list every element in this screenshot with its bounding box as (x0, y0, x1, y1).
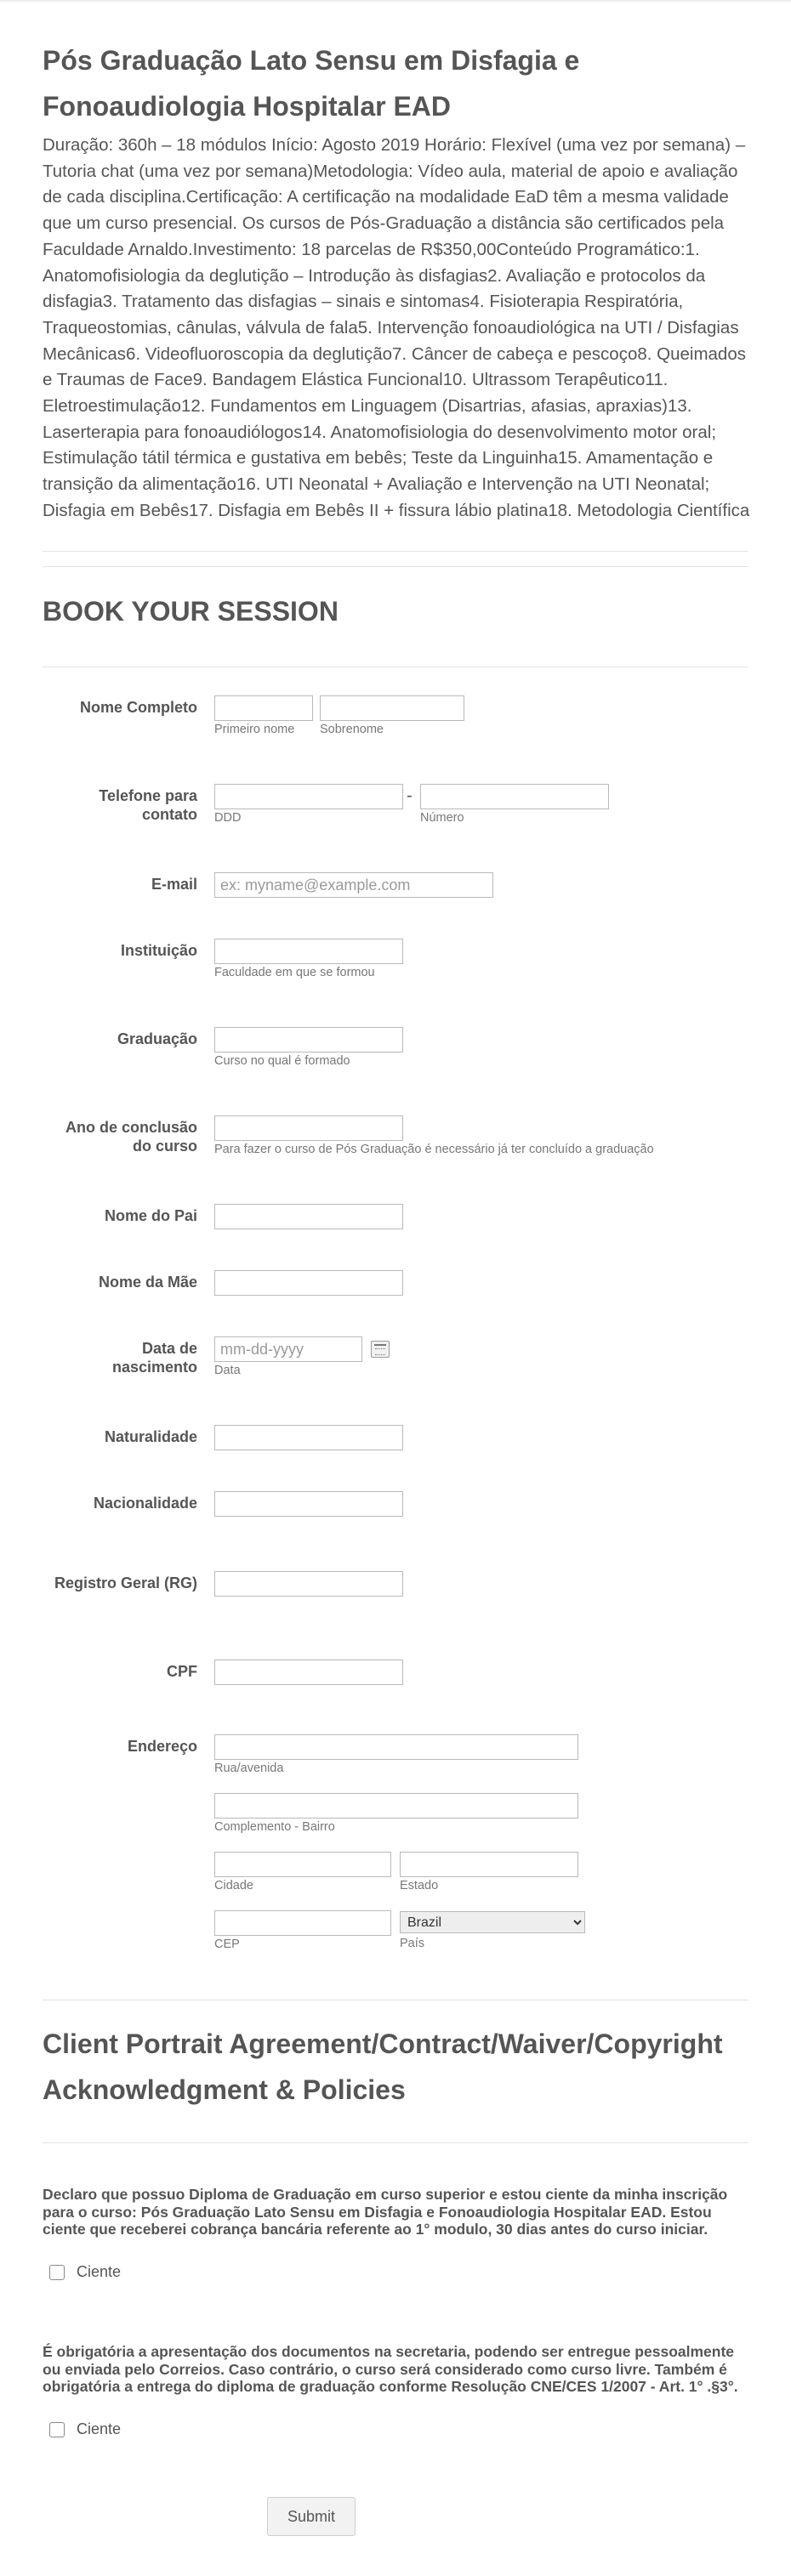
graduation-label: Graduação (117, 1030, 197, 1047)
cep-input[interactable] (214, 1910, 391, 1936)
page-title: Pós Graduação Lato Sensu em Disfagia e Fonoaudiologia Hospitalar EAD (43, 45, 580, 122)
email-label: E-mail (151, 876, 197, 893)
calendar-icon[interactable] (371, 1341, 390, 1358)
complement-sublabel: Complemento - Bairro (214, 1820, 335, 1834)
completion-year-label (43, 1118, 197, 1155)
completion-year-input[interactable] (214, 1115, 403, 1141)
ciente-label-2[interactable]: Ciente (77, 2420, 122, 2437)
state-input[interactable] (400, 1852, 578, 1877)
divider (43, 566, 748, 567)
phone-label-line1: Telefone para (99, 787, 197, 804)
father-name-label: Nome do Pai (104, 1207, 197, 1224)
country-select[interactable] (400, 1911, 585, 1933)
phone-area-code-input[interactable] (214, 784, 403, 809)
birthplace-label: Naturalidade (104, 1428, 197, 1445)
birth-date-label-line2: nascimento (111, 1359, 197, 1376)
street-input[interactable] (214, 1734, 578, 1760)
submit-button[interactable]: Submit (267, 2497, 356, 2536)
last-name-input[interactable] (320, 695, 464, 721)
father-name-input[interactable] (214, 1204, 403, 1229)
state-sublabel: Estado (400, 1879, 439, 1892)
completion-year-label-line2: do curso (132, 1138, 197, 1155)
phone-number-input[interactable] (420, 784, 609, 809)
top-border (0, 0, 791, 2)
rg-label: Registro Geral (RG) (54, 1575, 197, 1592)
agreement-heading-line2: Acknowledgment & Policies (43, 2074, 406, 2105)
last-name-sublabel: Sobrenome (320, 723, 384, 736)
first-name-input[interactable] (214, 695, 313, 721)
phone-dash: - (407, 786, 413, 805)
full-name-label: Nome Completo (79, 699, 197, 716)
graduation-input[interactable] (214, 1027, 403, 1053)
birth-date-label (43, 1339, 197, 1376)
ciente-checkbox-1[interactable] (49, 2265, 65, 2280)
country-sublabel: País (400, 1937, 425, 1950)
agreement-heading (43, 2021, 748, 2113)
cpf-label: CPF (167, 1663, 197, 1680)
book-session-heading: BOOK YOUR SESSION (43, 596, 339, 627)
phone-area-sublabel: DDD (214, 811, 242, 825)
city-input[interactable] (214, 1852, 391, 1877)
mother-name-input[interactable] (214, 1270, 403, 1296)
ciente-checkbox-2[interactable] (49, 2422, 65, 2437)
institution-input[interactable] (214, 939, 403, 964)
nationality-input[interactable] (214, 1491, 403, 1517)
institution-sublabel: Faculdade em que se formou (214, 966, 375, 979)
graduation-sublabel: Curso no qual é formado (214, 1054, 350, 1068)
completion-year-label-line1: Ano de conclusão (65, 1119, 197, 1136)
statement-diploma: Declaro que possuo Diploma de Graduação em curso superior e estou ciente da minha inscrição para o curso: Pós Graduação Lato Sensu em Disfagia e Fonoaudiologia Hospitalar EAD. Estou ciente que receberei cobrança bancária referente ao 1° modulo, 30 dias antes do curso iniciar. (43, 2186, 728, 2238)
nationality-label: Nacionalidade (93, 1495, 197, 1512)
first-name-sublabel: Primeiro nome (214, 723, 295, 736)
agreement-heading-line1: Client Portrait Agreement/Contract/Waiver/Copyright (43, 2028, 723, 2059)
street-sublabel: Rua/avenida (214, 1762, 284, 1775)
phone-number-sublabel: Número (420, 811, 464, 825)
birthplace-input[interactable] (214, 1425, 403, 1450)
phone-label (43, 786, 197, 824)
cpf-input[interactable] (214, 1660, 403, 1685)
birth-date-label-line1: Data de (141, 1340, 197, 1357)
birth-date-sublabel: Data (214, 1364, 241, 1377)
ciente-label-1[interactable]: Ciente (77, 2263, 122, 2280)
institution-label: Instituição (120, 942, 197, 959)
course-description: Duração: 360h – 18 módulos Início: Agosto 2019 Horário: Flexível (uma vez por semana) – Tutoria chat (uma vez por semana)Metodologia: Vídeo aula, material de apoio e avaliação de cada disciplina.Certificação: A certificação na modalidade EaD têm a mesma validade que um curso presencial. Os cursos de Pós-Graduação a distância são certificados pela Faculdade Arnaldo.Investimento: 18 parcelas de R$350,00Conteúdo Programático:1. Anatomofisiologia da deglutição – Introdução às disfagias2. Avaliação e protocolos da disfagia3. Tratamento das disfagias – sinais e sintomas4. Fisioterapia Respiratória, Traqueostomias, cânulas, válvula de fala5. Intervenção fonoaudiológica na UTI / Disfagias Mecânicas6. Videofluoroscopia da deglutição7. Câncer de cabeça e pescoço8. Queimados e Traumas de Face9. Bandagem Elástica Funcional10. Ultrassom Terapêutico11. Eletroestimulação12. Fundamentos em Linguagem (Disartrias, afasias, apraxias)13. Laserterapia para fonoaudiólogos14. Anatomofisiologia do desenvolvimento motor oral; Estimulação tátil térmica e gustativa em bebês; Teste da Linguinha15. Amamentação e transição da alimentação16. UTI Neonatal + Avaliação e Intervenção na UTI Neonatal; Disfagia em Bebês17. Disfagia em Bebês II + fissura lábio platina18. Metodologia Científica (43, 135, 750, 520)
city-sublabel: Cidade (214, 1879, 253, 1892)
divider (43, 551, 748, 552)
address-label: Endereço (127, 1738, 197, 1755)
divider (43, 2142, 748, 2143)
email-input[interactable] (214, 872, 493, 898)
phone-label-line2: contato (142, 806, 197, 823)
cep-sublabel: CEP (214, 1938, 240, 1951)
complement-input[interactable] (214, 1793, 578, 1819)
completion-year-sublabel: Para fazer o curso de Pós Graduação é necessário já ter concluído a graduação (214, 1143, 654, 1156)
statement-documents: É obrigatória a apresentação dos documentos na secretaria, podendo ser entregue pessoalmente ou enviada pelo Correios. Caso contrário, o curso será considerado como curso livre. Também é obrigatória a entrega do diploma de graduação conforme Resolução CNE/CES 1/2007 - Art. 1° .§3°. (43, 2343, 738, 2395)
birth-date-input[interactable] (214, 1336, 362, 1362)
rg-input[interactable] (214, 1571, 403, 1597)
mother-name-label: Nome da Mãe (98, 1274, 197, 1291)
